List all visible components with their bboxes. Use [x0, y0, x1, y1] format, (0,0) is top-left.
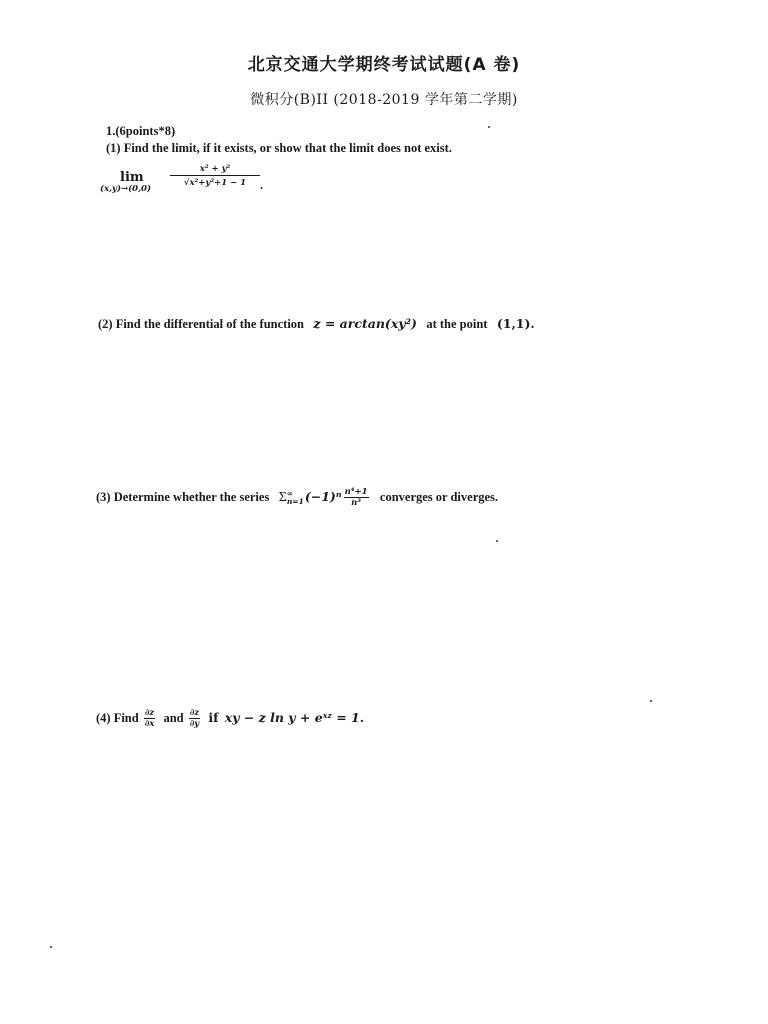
question-3-prefix: (3) Determine whether the series [96, 489, 270, 504]
limit-word: lim [120, 170, 144, 185]
sum-lower-limit: n=1 [286, 496, 304, 506]
question-2-expression: z = arctan(xy²) [313, 316, 417, 331]
question-3 [96, 488, 498, 508]
partial-2-denominator: ∂y [189, 718, 200, 729]
scan-speck [496, 540, 498, 542]
partial-1-numerator: ∂z [144, 708, 155, 718]
exam-title: 北京交通大学期终考试试题(A 卷) [247, 55, 521, 75]
question-1-limit-expression [100, 162, 280, 198]
partial-z-y-fraction [189, 709, 200, 729]
question-4-prefix: (4) Find [96, 710, 139, 725]
sum-symbol: Σ [278, 489, 287, 505]
sum-upper-limit: ∞ [286, 489, 294, 499]
question-3-suffix: converges or diverges. [379, 489, 499, 504]
limit-period: . [260, 178, 263, 192]
question-4 [96, 709, 364, 729]
partial-2-numerator: ∂z [189, 708, 200, 718]
question-2-prefix: (2) Find the differential of the function [98, 317, 305, 331]
series-sign-term: (−1)ⁿ [304, 488, 342, 504]
limit-subscript: (x,y)→(0,0) [100, 184, 151, 194]
partial-1-denominator: ∂x [144, 718, 155, 729]
sum-limits [287, 490, 304, 505]
question-4-if: if [208, 709, 219, 725]
series-fraction [344, 488, 369, 508]
exam-subtitle: 微积分(B)II (2018-2019 学年第二学期) [250, 92, 518, 108]
question-2-middle: at the point [426, 317, 488, 331]
series-denominator: n³ [351, 497, 361, 508]
series-numerator: n⁴+1 [344, 487, 368, 497]
question-2-point: (1,1). [496, 316, 535, 331]
scan-speck [650, 700, 652, 702]
question-1-text: (1) Find the limit, if it exists, or show that the limit does not exist. [106, 141, 452, 155]
limit-numerator: x² + y² [170, 164, 260, 176]
scan-speck [50, 946, 52, 948]
question-4-equation: xy − z ln y + eˣᶻ = 1. [224, 709, 365, 725]
scan-speck [488, 126, 490, 128]
partial-z-x-fraction [144, 709, 155, 729]
limit-fraction [170, 164, 260, 188]
question-4-and: and [163, 710, 184, 725]
section-heading: 1.(6points*8) [106, 124, 176, 138]
question-2 [98, 316, 535, 332]
limit-denominator: √x²+y²+1 − 1 [183, 178, 247, 188]
